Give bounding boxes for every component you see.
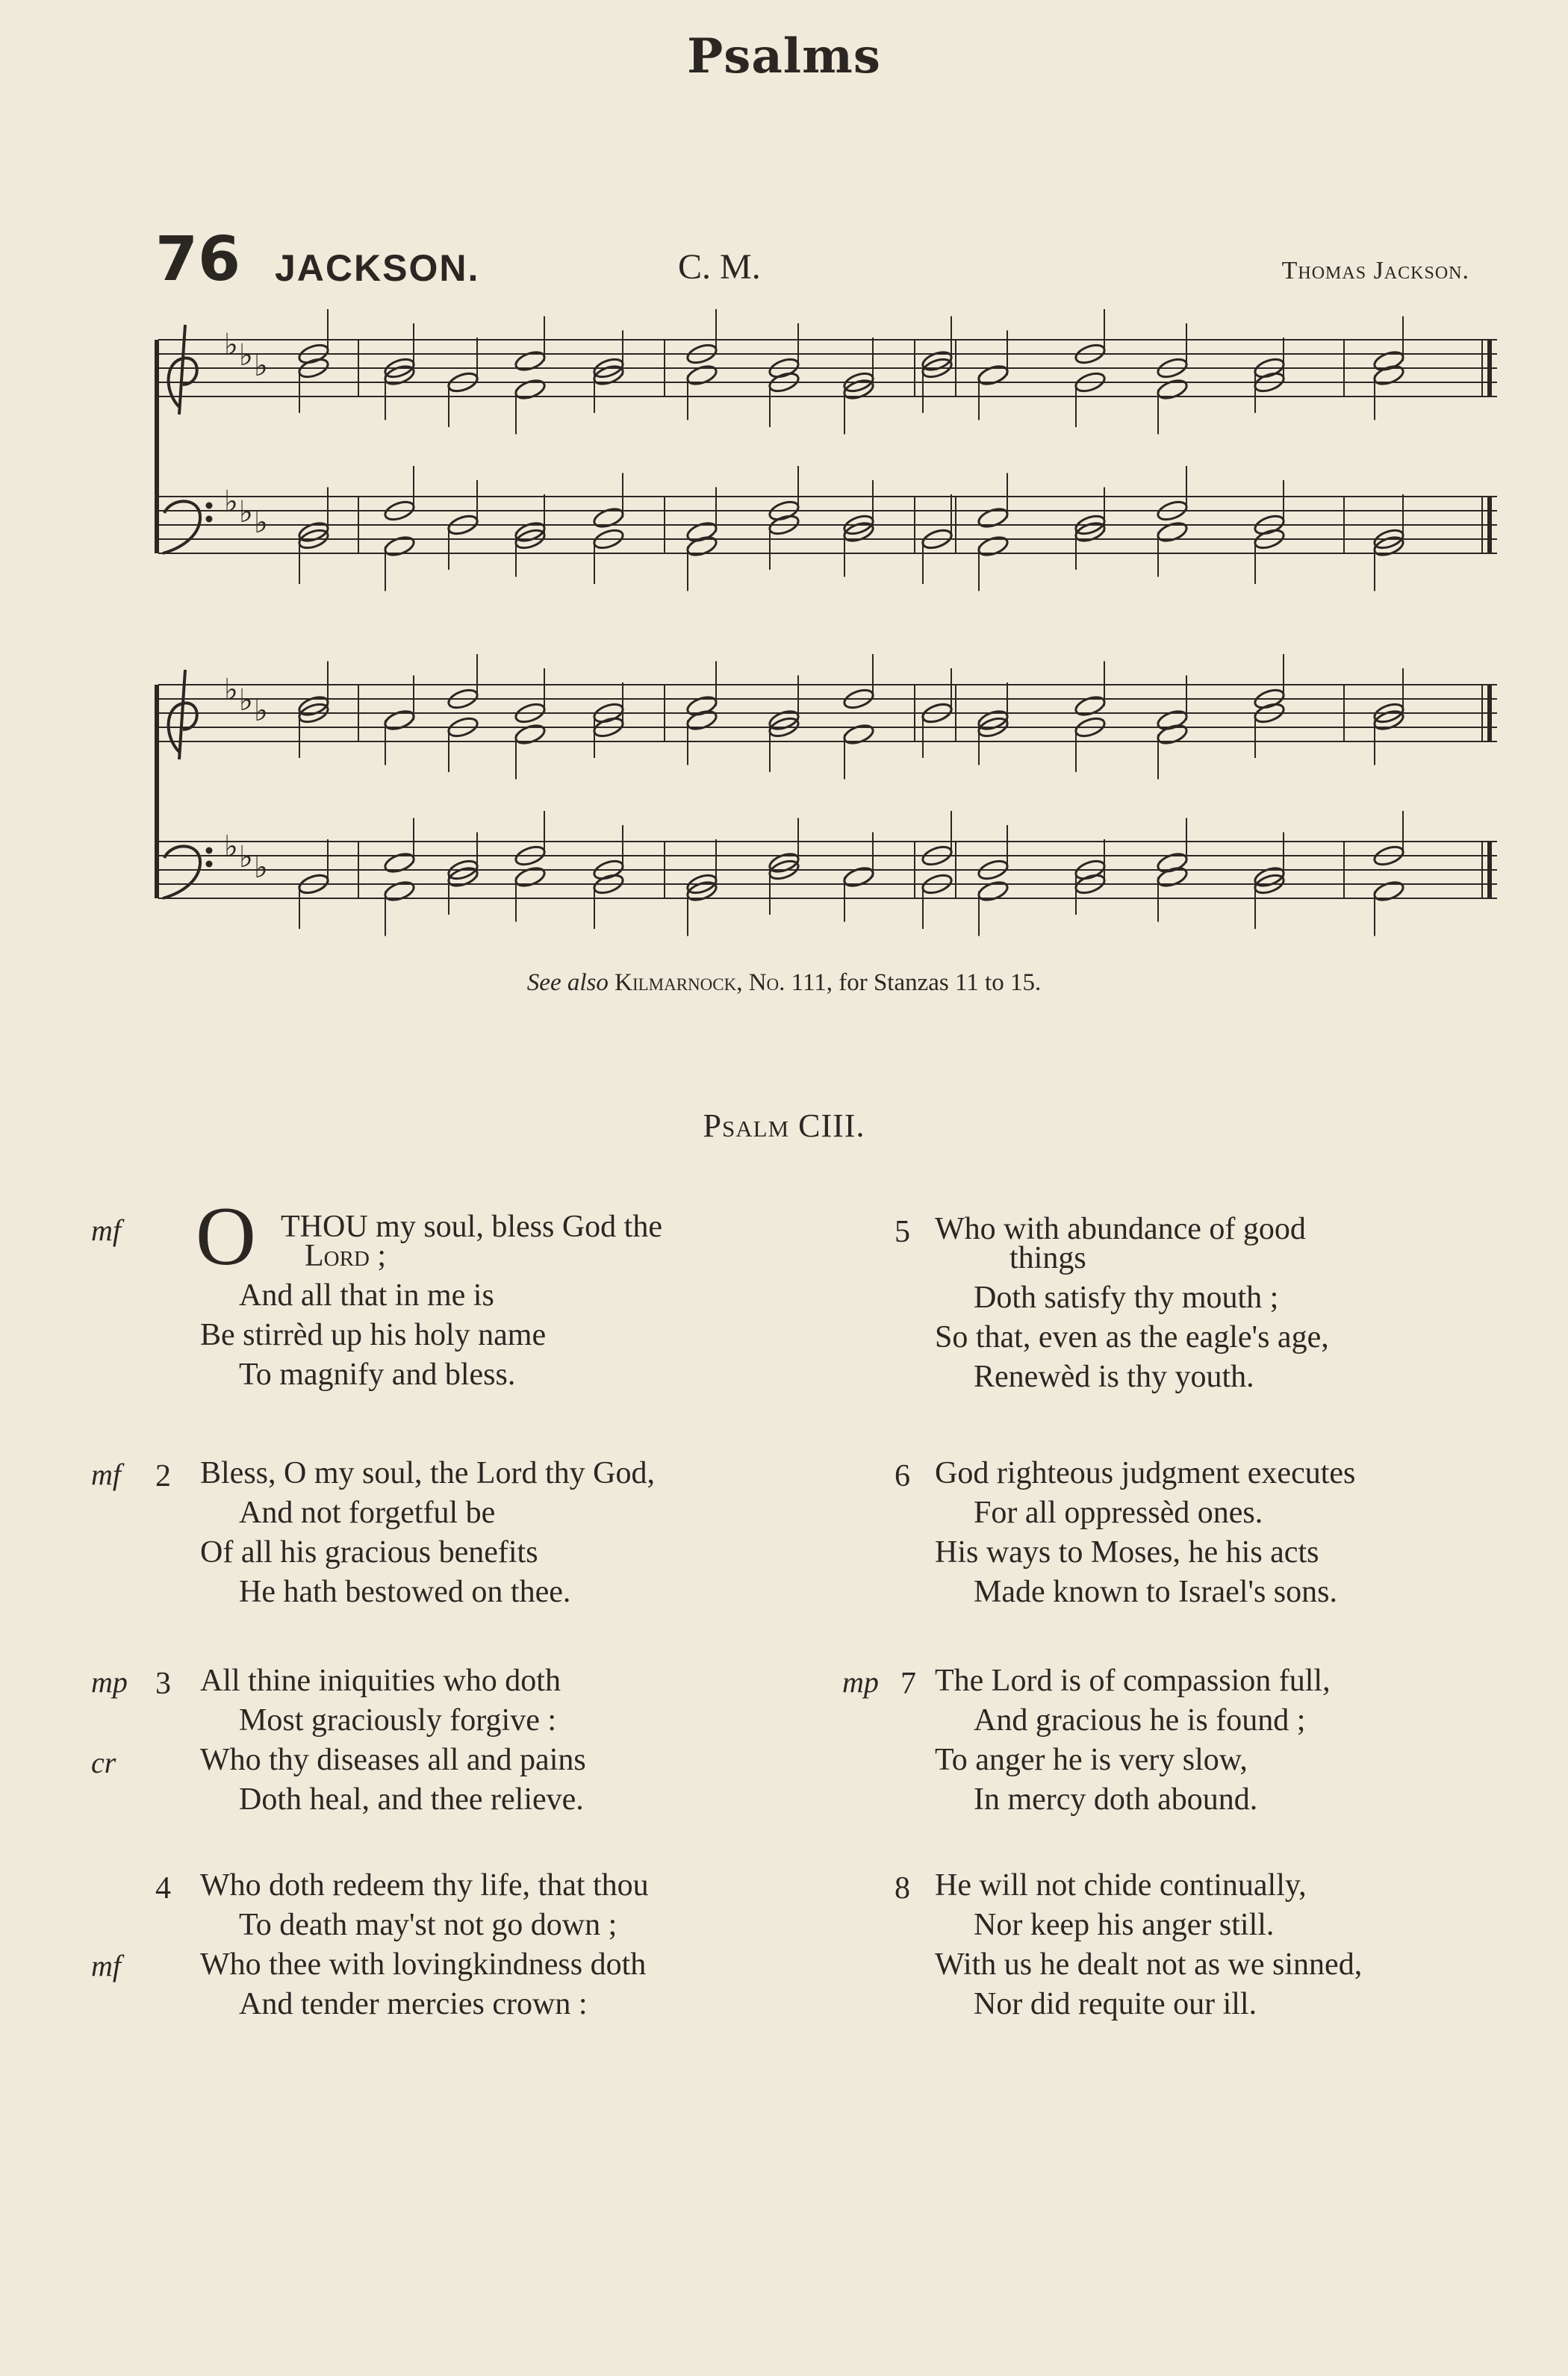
stanza-line: He will not chide continually, (935, 1868, 1307, 1903)
dynamic-mark: mp (91, 1665, 128, 1699)
composer: Thomas Jackson. (1281, 257, 1469, 284)
bass-clef-dot (206, 861, 212, 867)
note-head-icon (1156, 708, 1189, 732)
metre: C. M. (678, 247, 761, 287)
note-head-icon (514, 865, 547, 889)
see-also-suffix: for Stanzas 11 to 15. (839, 969, 1042, 996)
stanza-line: And tender mercies crown : (239, 1987, 588, 2021)
stanza-line: Who thy diseases all and pains (200, 1743, 586, 1777)
flat-icon: ♭ (224, 673, 238, 707)
note-head-icon (1156, 850, 1189, 874)
flat-icon: ♭ (254, 694, 268, 728)
note-head-icon (685, 694, 718, 718)
stanza-4 (200, 1866, 649, 2024)
flat-icon: ♭ (239, 338, 253, 373)
running-head: Psalms (687, 28, 881, 84)
bass-clef-icon (163, 846, 200, 898)
see-also-note (0, 969, 1568, 997)
stanza-3 (200, 1661, 586, 1820)
note-head-icon (514, 722, 547, 746)
note-head-icon (383, 708, 416, 732)
stanza-number: 5 (895, 1215, 910, 1249)
see-also-tune: Kilmarnock, No. 111, (615, 969, 833, 996)
stanza-line: Nor did requite our ill. (974, 1987, 1257, 2021)
note-head-icon (685, 708, 718, 732)
note-head-icon (1372, 363, 1405, 387)
note-head-icon (1156, 722, 1189, 746)
stanza-line: All thine iniquities who doth (200, 1664, 561, 1698)
stanza-line: To anger he is very slow, (935, 1743, 1248, 1777)
stanza-number: 4 (155, 1871, 171, 1906)
note-head-icon (1156, 377, 1189, 401)
stanza-line: To magnify and bless. (239, 1358, 516, 1392)
stanza-line: Renewèd is thy youth. (974, 1360, 1254, 1394)
note-head-icon (1372, 349, 1405, 373)
tune-name: JACKSON. (275, 247, 480, 289)
stanza-line: He hath bestowed on thee. (239, 1575, 571, 1609)
flat-icon: ♭ (254, 349, 268, 383)
note-head-icon (685, 534, 718, 558)
bass-clef-dot (206, 503, 212, 509)
bass-clef-icon (163, 501, 200, 553)
note-head-icon (685, 363, 718, 387)
stanza-number: 3 (155, 1667, 171, 1701)
note-head-icon (383, 850, 416, 874)
flat-icon: ♭ (239, 683, 253, 718)
note-head-icon (685, 520, 718, 544)
stanza-line: Doth heal, and thee relieve. (239, 1782, 584, 1817)
flat-icon: ♭ (239, 495, 253, 529)
stanza-line: And all that in me is (239, 1278, 494, 1313)
stanza-line: God righteous judgment executes (935, 1456, 1356, 1490)
bass-clef-dot (206, 516, 212, 522)
flat-icon: ♭ (224, 485, 238, 519)
stanza-7 (935, 1661, 1331, 1820)
stanza-8 (935, 1866, 1362, 2024)
note-head-icon (842, 865, 875, 889)
note-head-icon (514, 349, 547, 373)
stanza-line: Be stirrèd up his holy name (200, 1318, 547, 1352)
flat-icon: ♭ (254, 506, 268, 540)
stanza-line: Who doth redeem thy life, that thou (200, 1868, 649, 1903)
treble-clef-icon (169, 325, 197, 414)
stanza-number: 8 (895, 1871, 910, 1906)
hymn-number: 76 (155, 224, 241, 295)
stanza-number: 2 (155, 1459, 171, 1493)
stanza-line: So that, even as the eagle's age, (935, 1320, 1329, 1355)
stanza-2 (200, 1454, 655, 1612)
hymn-header (155, 224, 1469, 299)
stanza-line: And not forgetful be (239, 1496, 496, 1530)
flat-icon: ♭ (239, 840, 253, 874)
flat-icon: ♭ (254, 850, 268, 885)
stanza-number: 6 (895, 1459, 910, 1493)
stanza-line: Who thee with lovingkindness doth (200, 1947, 647, 1982)
stanza-line: Of all his gracious benefits (200, 1535, 538, 1570)
stanza-line: things (1009, 1241, 1086, 1275)
stanza-line: Made known to Israel's sons. (974, 1575, 1337, 1609)
note-head-icon (1156, 520, 1189, 544)
note-head-icon (514, 377, 547, 401)
note-head-icon (1156, 865, 1189, 889)
stanza-line: Bless, O my soul, the Lord thy God, (200, 1456, 655, 1490)
stanza-number: 7 (900, 1667, 916, 1701)
note-head-icon (592, 506, 625, 529)
stanza-1 (200, 1207, 662, 1395)
stanza-line: And gracious he is found ; (974, 1703, 1306, 1738)
dynamic-mark: cr (91, 1746, 116, 1779)
stanza-line: Lord ; (305, 1239, 387, 1273)
note-head-icon (383, 534, 416, 558)
bass-clef-dot (206, 848, 212, 853)
see-also-prefix: See also (526, 969, 609, 996)
stanza-line: His ways to Moses, he his acts (935, 1535, 1319, 1570)
flat-icon: ♭ (224, 328, 238, 362)
treble-clef-icon (169, 670, 197, 759)
stanza-line: Nor keep his anger still. (974, 1908, 1275, 1942)
stanza-6 (935, 1454, 1355, 1612)
dynamic-mark: mf (91, 1949, 121, 1982)
note-head-icon (977, 534, 1009, 558)
stanza-line: For all oppressèd ones. (974, 1496, 1263, 1530)
stanza-line: With us he dealt not as we sinned, (935, 1947, 1363, 1982)
note-head-icon (977, 506, 1009, 529)
stanza-line: THOU my soul, bless God the (281, 1210, 662, 1244)
note-head-icon (977, 879, 1009, 903)
dynamic-mark: mf (91, 1213, 121, 1247)
stanza-line: Most graciously forgive : (239, 1703, 557, 1738)
note-head-icon (842, 722, 875, 746)
dynamic-mark: mf (91, 1458, 121, 1491)
psalm-title: Psalm CIII. (703, 1107, 865, 1144)
stanza-5 (935, 1210, 1329, 1397)
dynamic-mark: mp (842, 1665, 879, 1699)
drop-cap: O (196, 1190, 256, 1283)
stanza-line: The Lord is of compassion full, (935, 1664, 1331, 1698)
note-head-icon (977, 363, 1009, 387)
stanza-line: To death may'st not go down ; (239, 1908, 617, 1942)
stanza-line: In mercy doth abound. (974, 1782, 1258, 1817)
note-head-icon (1372, 879, 1405, 903)
stanza-line: Who with abundance of good (935, 1212, 1306, 1246)
note-head-icon (383, 879, 416, 903)
stanza-line: Doth satisfy thy mouth ; (974, 1281, 1279, 1315)
note-head-icon (1074, 694, 1107, 718)
flat-icon: ♭ (224, 830, 238, 864)
music-score (149, 295, 1505, 952)
